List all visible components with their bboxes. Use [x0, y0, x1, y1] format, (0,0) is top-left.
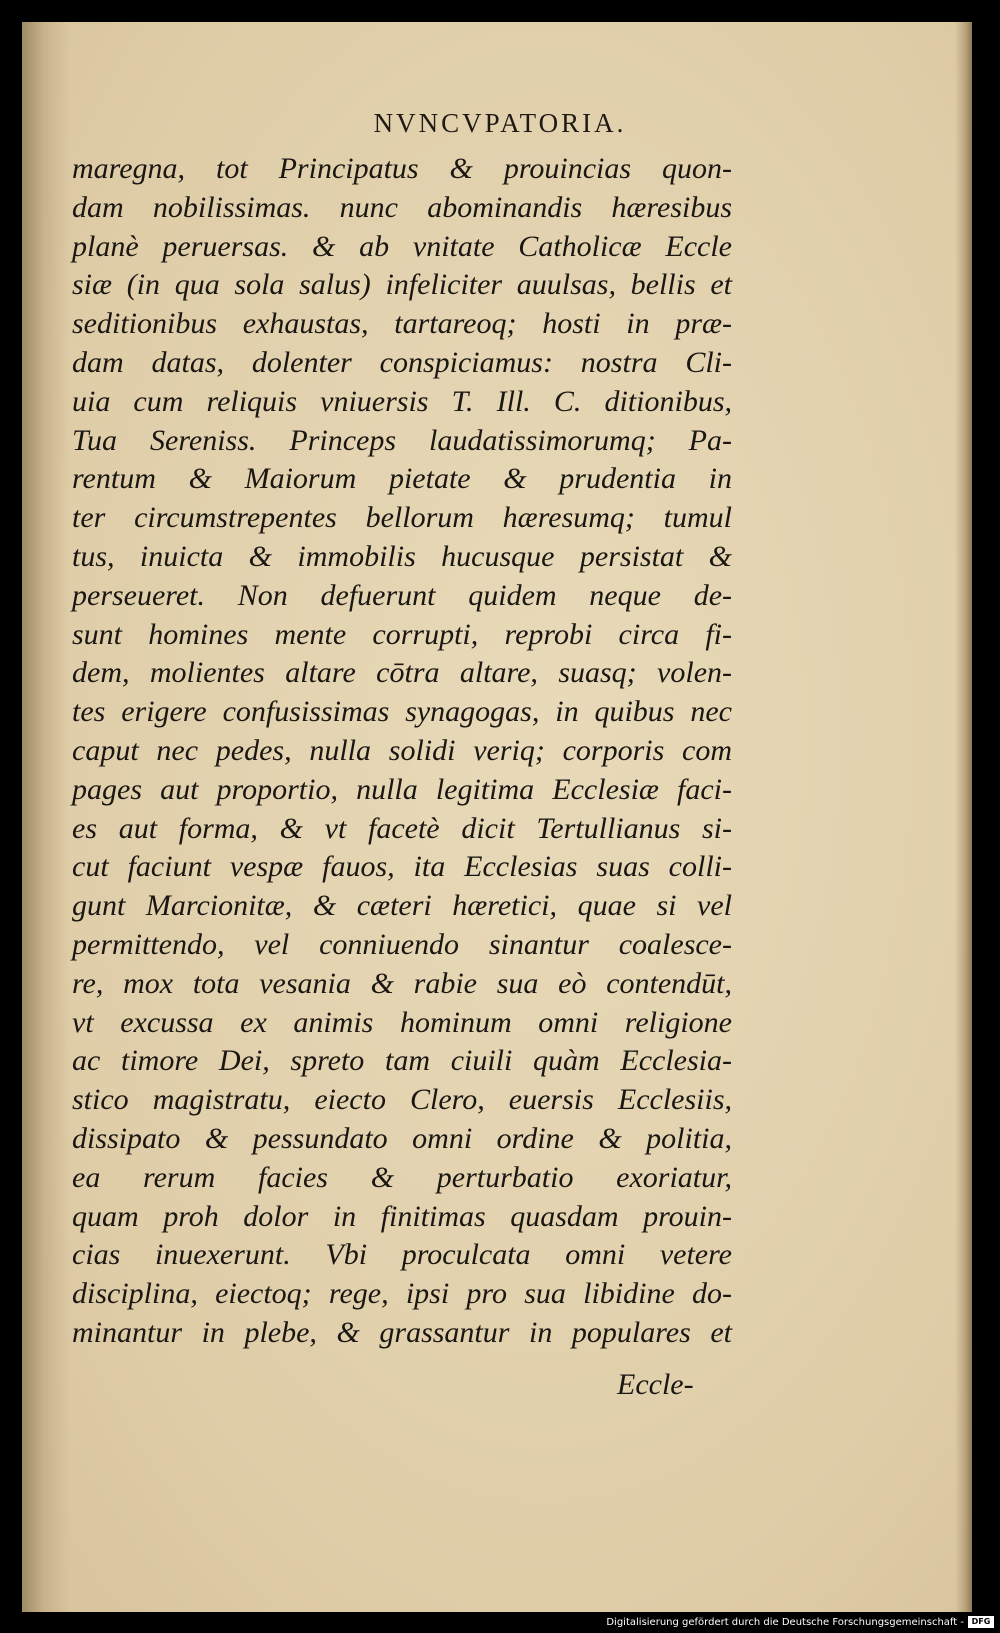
text-line: vt excussa ex animis hominum omni religione	[72, 1005, 732, 1039]
text-line: gunt Marcionitæ, & cæteri hæretici, quae si vel	[72, 889, 732, 923]
text-line: cias inuexerunt. Vbi proculcata omni vetere	[72, 1238, 732, 1272]
page-edge-shadow	[955, 22, 972, 1612]
text-line: disciplina, eiectoq; rege, ipsi pro sua libidine do-	[72, 1277, 732, 1311]
text-line: dam nobilissimas. nunc abominandis hæresibus	[72, 190, 732, 224]
text-line: siæ (in qua sola salus) infeliciter auulsas, bellis et	[72, 268, 732, 302]
body-text	[72, 150, 732, 1353]
text-line: minantur in plebe, & grassantur in populares et	[72, 1315, 732, 1349]
text-line: Tua Sereniss. Princeps laudatissimorumq; Pa-	[72, 423, 732, 457]
catchword: Eccle-	[617, 1368, 694, 1401]
page-gutter-shadow	[22, 22, 70, 1612]
text-line: permittendo, vel conniuendo sinantur coalesce-	[72, 927, 732, 961]
text-line: planè peruersas. & ab vnitate Catholicæ Eccle	[72, 229, 732, 263]
text-line: stico magistratu, eiecto Clero, euersis Ecclesiis,	[72, 1083, 732, 1117]
text-line: es aut forma, & vt facetè dicit Tertullianus si-	[72, 811, 732, 845]
text-line: ter circumstrepentes bellorum hæresumq; tumul	[72, 501, 732, 535]
text-line: tes erigere confusissimas synagogas, in quibus nec	[72, 695, 732, 729]
text-line: dam datas, dolenter conspiciamus: nostra Cli-	[72, 345, 732, 379]
digitization-credit: Digitalisierung gefördert durch die Deutsche Forschungsgemeinschaft -	[606, 1617, 964, 1628]
page-header: NVNCVPATORIA.	[373, 108, 627, 138]
text-line: tus, inuicta & immobilis hucusque persistat &	[72, 539, 732, 573]
text-line: pages aut proportio, nulla legitima Ecclesiæ faci-	[72, 772, 732, 806]
text-line: cut faciunt vespæ fauos, ita Ecclesias suas colli-	[72, 850, 732, 884]
text-line: dissipato & pessundato omni ordine & politia,	[72, 1121, 732, 1155]
text-line: ea rerum facies & perturbatio exoriatur,	[72, 1160, 732, 1194]
text-line: caput nec pedes, nulla solidi veriq; corporis com	[72, 733, 732, 767]
text-line: ac timore Dei, spreto tam ciuili quàm Ecclesia-	[72, 1044, 732, 1078]
dfg-logo: DFG	[968, 1616, 994, 1628]
text-line: quam proh dolor in finitimas quasdam prouin-	[72, 1199, 732, 1233]
text-line: rentum & Maiorum pietate & prudentia in	[72, 462, 732, 496]
text-line: dem, molientes altare cōtra altare, suasq; volen-	[72, 656, 732, 690]
text-line: sunt homines mente corrupti, reprobi circa fi-	[72, 617, 732, 651]
text-line: re, mox tota vesania & rabie sua eò contendūt,	[72, 966, 732, 1000]
text-line: perseueret. Non defuerunt quidem neque de-	[72, 578, 732, 612]
text-line: seditionibus exhaustas, tartareoq; hosti in præ-	[72, 307, 732, 341]
text-line: maregna, tot Principatus & prouincias quon-	[72, 152, 732, 185]
text-line: uia cum reliquis vniuersis T. Ill. C. ditionibus,	[72, 384, 732, 418]
